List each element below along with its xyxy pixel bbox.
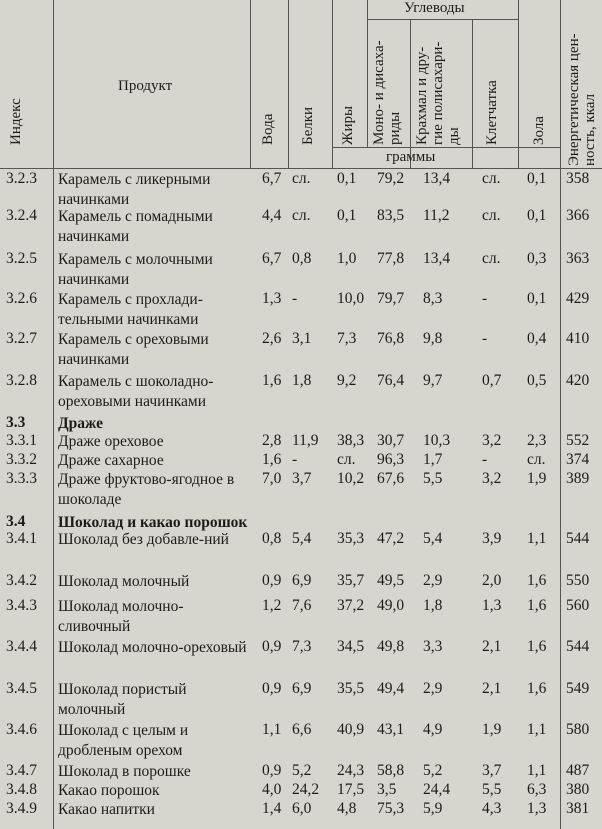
cell-ash: 1,6 bbox=[527, 680, 547, 697]
cell-fat: 34,5 bbox=[337, 638, 365, 655]
column-divider bbox=[410, 20, 411, 168]
cell-starch: 24,4 bbox=[423, 781, 451, 798]
row-product-name: Карамель с помадными начинками bbox=[58, 208, 213, 245]
row-index: 3.4.8 bbox=[6, 781, 37, 798]
cell-energy: 552 bbox=[566, 432, 590, 449]
cell-fiber: 2,0 bbox=[482, 572, 502, 589]
cell-mono: 79,7 bbox=[377, 290, 405, 307]
cell-ash: 1,6 bbox=[527, 638, 547, 655]
cell-water: 0,9 bbox=[262, 680, 282, 697]
row-product-name: Шоколад молочный bbox=[58, 573, 190, 590]
cell-protein: 6,0 bbox=[292, 800, 312, 817]
cell-starch: 1,7 bbox=[423, 451, 443, 468]
cell-fat: 0,1 bbox=[337, 170, 357, 187]
cell-water: 1,2 bbox=[262, 597, 282, 614]
cell-fiber: 4,3 bbox=[482, 800, 502, 817]
cell-fat: 10,0 bbox=[337, 290, 365, 307]
cell-starch: 3,3 bbox=[423, 638, 443, 655]
row-product-name: Шоколад в порошке bbox=[58, 763, 191, 780]
column-divider bbox=[250, 0, 251, 168]
cell-fat: 38,3 bbox=[337, 432, 365, 449]
row-index: 3.4.5 bbox=[6, 680, 37, 697]
header-water: Вода bbox=[260, 113, 276, 145]
row-index: 3.3.1 bbox=[6, 432, 37, 449]
cell-water: 2,6 bbox=[262, 330, 282, 347]
cell-fat: сл. bbox=[337, 451, 356, 468]
row-index: 3.2.3 bbox=[6, 170, 37, 187]
cell-protein: 11,9 bbox=[292, 432, 319, 449]
row-index: 3.2.4 bbox=[6, 207, 37, 224]
cell-starch: 13,4 bbox=[423, 170, 451, 187]
row-product-name: Драже bbox=[58, 415, 103, 432]
cell-fiber: сл. bbox=[482, 250, 501, 267]
cell-energy: 544 bbox=[566, 530, 590, 547]
cell-protein: 5,2 bbox=[292, 762, 312, 779]
cell-water: 4,4 bbox=[262, 207, 282, 224]
cell-fat: 7,3 bbox=[337, 330, 357, 347]
cell-ash: 0,1 bbox=[527, 290, 547, 307]
header-carbs-group: Углеводы bbox=[404, 0, 465, 16]
cell-mono: 79,2 bbox=[377, 170, 405, 187]
cell-ash: 1,1 bbox=[527, 721, 547, 738]
row-product-name: Шоколад с целым и дробленым орехом bbox=[58, 722, 189, 759]
row-product-name: Шоколад молочно-ореховый bbox=[58, 639, 247, 656]
cell-protein: сл. bbox=[292, 207, 311, 224]
cell-starch: 10,3 bbox=[423, 432, 451, 449]
cell-fiber: 1,9 bbox=[482, 721, 502, 738]
cell-ash: 0,1 bbox=[527, 170, 547, 187]
cell-protein: сл. bbox=[292, 170, 311, 187]
cell-fat: 24,3 bbox=[337, 762, 365, 779]
cell-energy: 429 bbox=[566, 290, 590, 307]
cell-protein: 6,6 bbox=[292, 721, 312, 738]
header-starch: Крахмал и дру- гие полисахари- ды bbox=[414, 41, 462, 145]
column-divider bbox=[332, 0, 333, 168]
cell-fat: 35,5 bbox=[337, 680, 365, 697]
cell-protein: 24,2 bbox=[292, 781, 320, 798]
cell-fiber: 2,1 bbox=[482, 638, 502, 655]
cell-ash: 6,3 bbox=[527, 781, 547, 798]
cell-energy: 366 bbox=[566, 207, 590, 224]
cell-fat: 1,0 bbox=[337, 250, 357, 267]
cell-fat: 40,9 bbox=[337, 721, 365, 738]
cell-fat: 4,8 bbox=[337, 800, 357, 817]
cell-fat: 17,5 bbox=[337, 781, 365, 798]
column-divider bbox=[518, 0, 519, 168]
cell-water: 2,8 bbox=[262, 432, 282, 449]
row-index: 3.2.7 bbox=[6, 330, 37, 347]
row-product-name: Какао порошок bbox=[58, 782, 160, 799]
cell-starch: 5,4 bbox=[423, 530, 443, 547]
cell-protein: - bbox=[292, 290, 298, 307]
row-product-name: Какао напитки bbox=[58, 801, 155, 818]
row-product-name: Карамель с молочными начинками bbox=[58, 251, 213, 288]
cell-mono: 75,3 bbox=[377, 800, 405, 817]
cell-fat: 0,1 bbox=[337, 207, 357, 224]
cell-starch: 5,5 bbox=[423, 470, 443, 487]
cell-mono: 3,5 bbox=[377, 781, 397, 798]
cell-water: 6,7 bbox=[262, 170, 282, 187]
header-fat: Жиры bbox=[340, 105, 356, 145]
header-ash: Зола bbox=[531, 116, 547, 145]
cell-protein: 1,8 bbox=[292, 372, 312, 389]
cell-fiber: 3,7 bbox=[482, 762, 502, 779]
cell-fat: 35,7 bbox=[337, 572, 365, 589]
row-product-name: Шоколад без добавле-ний bbox=[58, 531, 229, 548]
cell-starch: 4,9 bbox=[423, 721, 443, 738]
cell-energy: 374 bbox=[566, 451, 590, 468]
cell-energy: 544 bbox=[566, 638, 590, 655]
row-index: 3.3.3 bbox=[6, 470, 37, 487]
cell-energy: 358 bbox=[566, 170, 590, 187]
cell-fat: 9,2 bbox=[337, 372, 357, 389]
cell-mono: 67,6 bbox=[377, 470, 405, 487]
row-index: 3.4.6 bbox=[6, 721, 37, 738]
row-index: 3.2.6 bbox=[6, 290, 37, 307]
cell-mono: 49,8 bbox=[377, 638, 405, 655]
row-index: 3.4.7 bbox=[6, 762, 37, 779]
cell-energy: 560 bbox=[566, 597, 590, 614]
cell-fiber: 1,3 bbox=[482, 597, 502, 614]
header-fiber: Клетчатка bbox=[484, 80, 500, 145]
cell-starch: 9,8 bbox=[423, 330, 443, 347]
cell-fiber: 3,2 bbox=[482, 432, 502, 449]
cell-protein: 7,6 bbox=[292, 597, 312, 614]
cell-starch: 1,8 bbox=[423, 597, 443, 614]
cell-protein: 6,9 bbox=[292, 572, 312, 589]
cell-mono: 49,0 bbox=[377, 597, 405, 614]
header-product: Продукт bbox=[118, 78, 173, 94]
column-divider bbox=[367, 0, 368, 148]
cell-protein: - bbox=[292, 451, 298, 468]
cell-ash: 0,4 bbox=[527, 330, 547, 347]
cell-energy: 549 bbox=[566, 680, 590, 697]
cell-fat: 37,2 bbox=[337, 597, 365, 614]
cell-starch: 5,9 bbox=[423, 800, 443, 817]
cell-energy: 550 bbox=[566, 572, 590, 589]
column-divider bbox=[53, 0, 54, 829]
row-product-name: Карамель с ликерными начинками bbox=[58, 171, 211, 208]
cell-mono: 43,1 bbox=[377, 721, 405, 738]
cell-ash: 0,3 bbox=[527, 250, 547, 267]
cell-energy: 410 bbox=[566, 330, 590, 347]
carbs-group-rule bbox=[367, 19, 518, 20]
cell-energy: 580 bbox=[566, 721, 590, 738]
cell-mono: 49,4 bbox=[377, 680, 405, 697]
cell-fiber: - bbox=[482, 330, 488, 347]
cell-water: 7,0 bbox=[262, 470, 282, 487]
cell-mono: 83,5 bbox=[377, 207, 405, 224]
cell-water: 6,7 bbox=[262, 250, 282, 267]
cell-protein: 0,8 bbox=[292, 250, 312, 267]
cell-energy: 420 bbox=[566, 372, 590, 389]
cell-protein: 3,7 bbox=[292, 470, 312, 487]
header-index: Индекс bbox=[8, 98, 24, 145]
cell-energy: 363 bbox=[566, 250, 590, 267]
cell-water: 4,0 bbox=[262, 781, 282, 798]
cell-fiber: сл. bbox=[482, 170, 501, 187]
row-index: 3.4.1 bbox=[6, 530, 37, 547]
header-protein: Белки bbox=[300, 106, 316, 145]
cell-starch: 2,9 bbox=[423, 680, 443, 697]
cell-ash: 0,1 bbox=[527, 207, 547, 224]
cell-mono: 49,5 bbox=[377, 572, 405, 589]
header-units: граммы bbox=[386, 149, 436, 165]
cell-water: 0,9 bbox=[262, 762, 282, 779]
cell-ash: 2,3 bbox=[527, 432, 547, 449]
cell-fat: 35,3 bbox=[337, 530, 365, 547]
cell-starch: 9,7 bbox=[423, 372, 443, 389]
row-index: 3.2.8 bbox=[6, 372, 37, 389]
cell-starch: 11,2 bbox=[423, 207, 450, 224]
row-product-name: Драже сахарное bbox=[58, 452, 164, 469]
cell-mono: 77,8 bbox=[377, 250, 405, 267]
row-index: 3.4.3 bbox=[6, 597, 37, 614]
cell-ash: 1,3 bbox=[527, 800, 547, 817]
cell-fiber: 3,2 bbox=[482, 470, 502, 487]
cell-fiber: - bbox=[482, 451, 488, 468]
cell-fat: 10,2 bbox=[337, 470, 365, 487]
row-index: 3.4.2 bbox=[6, 572, 37, 589]
row-product-name: Карамель с ореховыми начинками bbox=[58, 331, 209, 368]
cell-mono: 96,3 bbox=[377, 451, 405, 468]
cell-protein: 3,1 bbox=[292, 330, 312, 347]
row-product-name: Шоколад и какао порошок bbox=[58, 514, 248, 531]
cell-mono: 30,7 bbox=[377, 432, 405, 449]
cell-water: 0,9 bbox=[262, 638, 282, 655]
cell-energy: 487 bbox=[566, 762, 590, 779]
cell-water: 0,8 bbox=[262, 530, 282, 547]
row-index: 3.3 bbox=[6, 414, 26, 431]
row-index: 3.4.9 bbox=[6, 800, 37, 817]
row-index: 3.2.5 bbox=[6, 250, 37, 267]
row-index: 3.4 bbox=[6, 513, 26, 530]
row-product-name: Шоколад пористый молочный bbox=[58, 681, 187, 718]
cell-ash: 1,1 bbox=[527, 530, 547, 547]
cell-mono: 58,8 bbox=[377, 762, 405, 779]
cell-water: 1,6 bbox=[262, 372, 282, 389]
cell-energy: 380 bbox=[566, 781, 590, 798]
units-rule bbox=[332, 147, 560, 148]
cell-fiber: - bbox=[482, 290, 488, 307]
row-product-name: Драже ореховое bbox=[58, 433, 164, 450]
cell-water: 0,9 bbox=[262, 572, 282, 589]
cell-starch: 8,3 bbox=[423, 290, 443, 307]
cell-fiber: сл. bbox=[482, 207, 501, 224]
cell-mono: 47,2 bbox=[377, 530, 405, 547]
cell-fiber: 3,9 bbox=[482, 530, 502, 547]
header-mono: Моно- и дисаха- риды bbox=[371, 40, 403, 145]
cell-water: 1,4 bbox=[262, 800, 282, 817]
row-index: 3.3.2 bbox=[6, 451, 37, 468]
cell-ash: сл. bbox=[527, 451, 546, 468]
header-bottom-rule bbox=[0, 168, 602, 169]
cell-ash: 1,6 bbox=[527, 572, 547, 589]
column-divider bbox=[288, 0, 289, 168]
cell-ash: 1,9 bbox=[527, 470, 547, 487]
row-product-name: Шоколад молочно-сливочный bbox=[58, 598, 184, 635]
cell-energy: 389 bbox=[566, 470, 590, 487]
cell-energy: 381 bbox=[566, 800, 590, 817]
cell-mono: 76,4 bbox=[377, 372, 405, 389]
cell-water: 1,6 bbox=[262, 451, 282, 468]
cell-starch: 5,2 bbox=[423, 762, 443, 779]
cell-starch: 2,9 bbox=[423, 572, 443, 589]
cell-fiber: 0,7 bbox=[482, 372, 502, 389]
row-product-name: Карамель с шоколадно-ореховыми начинками bbox=[58, 373, 214, 410]
cell-starch: 13,4 bbox=[423, 250, 451, 267]
cell-ash: 0,5 bbox=[527, 372, 547, 389]
cell-ash: 1,6 bbox=[527, 597, 547, 614]
column-divider bbox=[560, 0, 561, 829]
cell-fiber: 5,5 bbox=[482, 781, 502, 798]
header-energy: Энергетическая цен- ность, ккал bbox=[566, 33, 598, 166]
cell-protein: 5,4 bbox=[292, 530, 312, 547]
cell-fiber: 2,1 bbox=[482, 680, 502, 697]
cell-water: 1,3 bbox=[262, 290, 282, 307]
cell-water: 1,1 bbox=[262, 721, 282, 738]
cell-protein: 6,9 bbox=[292, 680, 312, 697]
row-index: 3.4.4 bbox=[6, 638, 37, 655]
row-product-name: Карамель с прохлади-тельными начинками bbox=[58, 291, 203, 328]
row-product-name: Драже фруктово-ягодное в шоколаде bbox=[58, 471, 235, 508]
cell-mono: 76,8 bbox=[377, 330, 405, 347]
column-divider bbox=[472, 20, 473, 168]
cell-ash: 1,1 bbox=[527, 762, 547, 779]
cell-protein: 7,3 bbox=[292, 638, 312, 655]
